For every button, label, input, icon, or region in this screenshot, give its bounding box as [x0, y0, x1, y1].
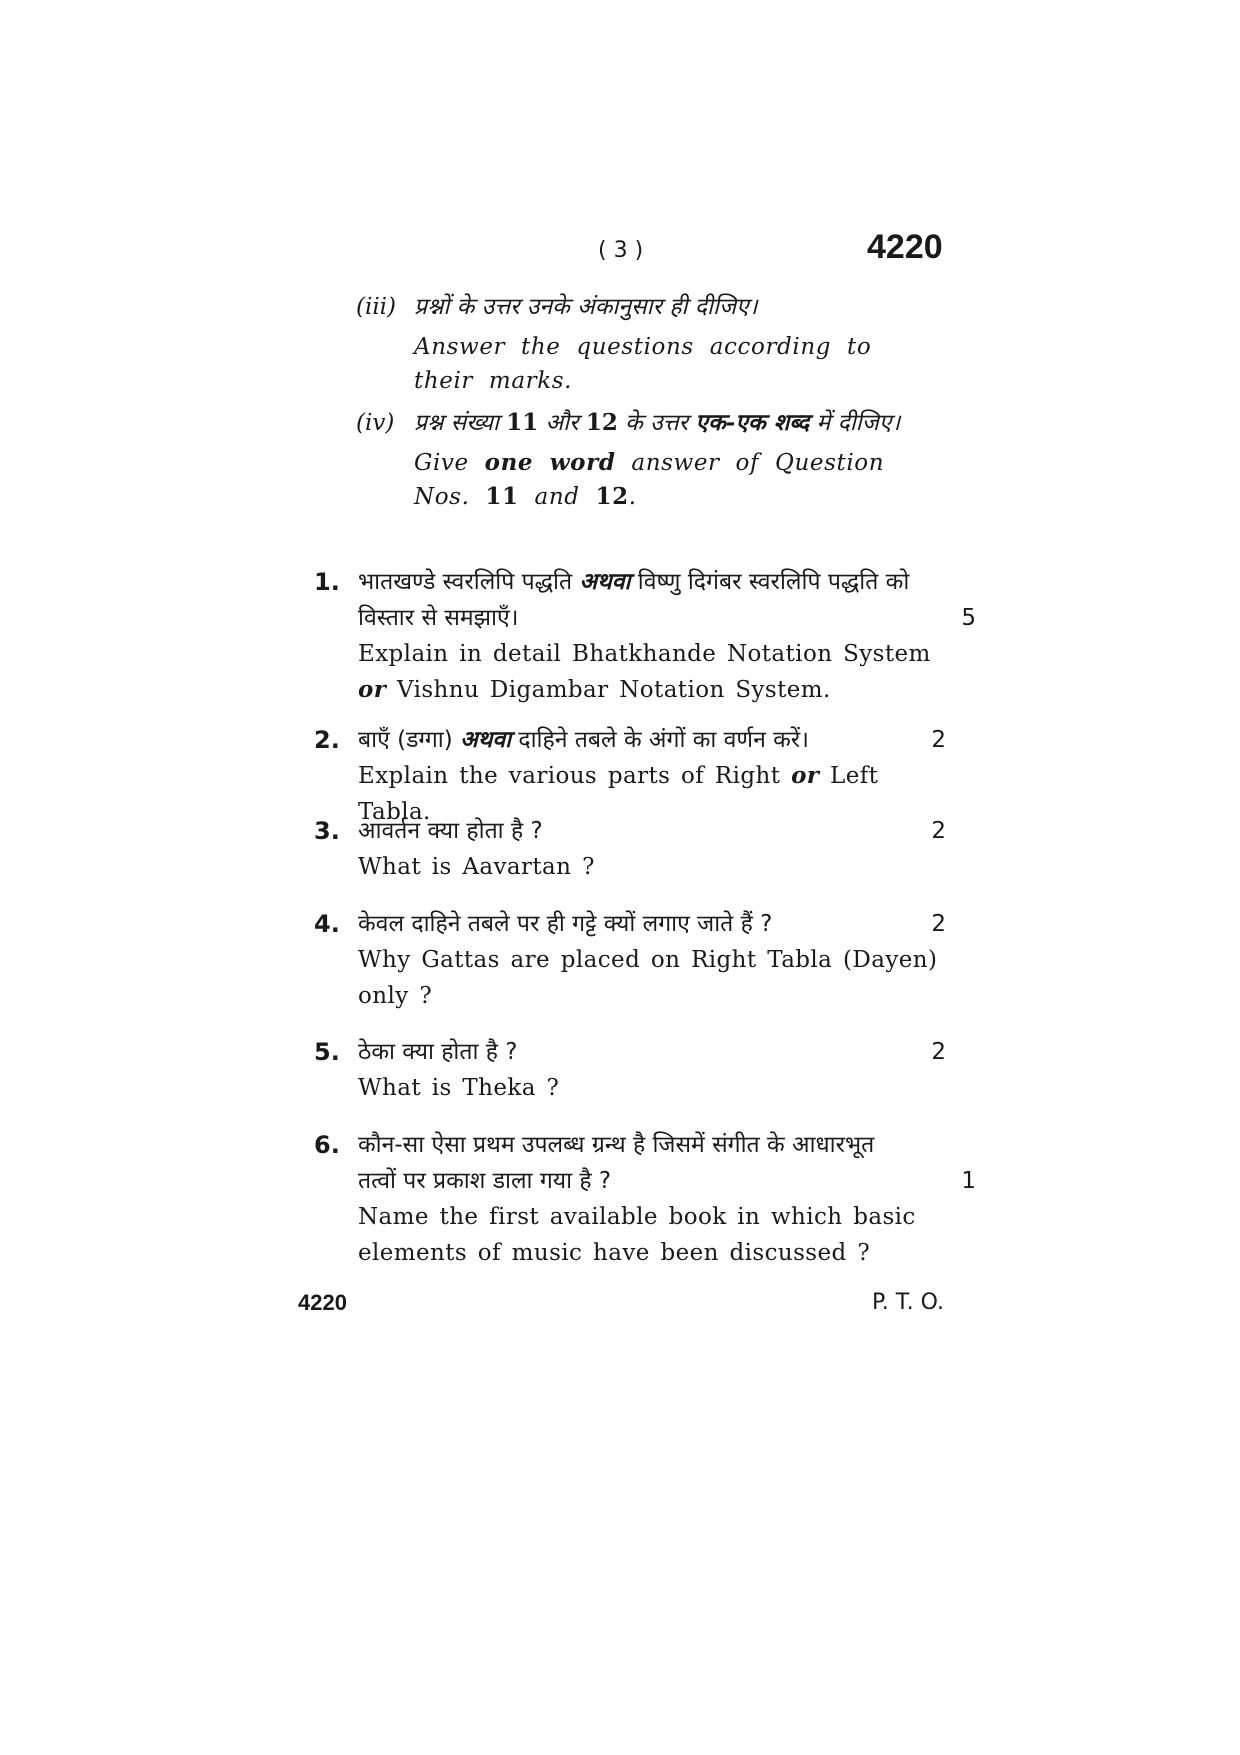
question-english: Name the first available book in which basic elements of music have been discussed ? [358, 1204, 916, 1266]
question-english: What is Theka ? [358, 1075, 560, 1101]
instruction-iii [356, 290, 946, 398]
question-marks: 2 [931, 911, 946, 937]
question-marks: 2 [931, 818, 946, 844]
question-hindi: भातखण्डे स्वरलिपि पद्धति अथवा विष्णु दिगंबर स्वरलिपि पद्धति को विस्तार से समझाएँ। 5 [358, 564, 946, 636]
question-english: Why Gattas are placed on Right Tabla (Dayen) only ? [358, 947, 938, 1009]
question-1 [314, 564, 976, 708]
instruction-iv [356, 406, 946, 514]
question-hindi: आवर्तन क्या होता है ? [358, 818, 543, 844]
instruction-number: (iii) [356, 294, 397, 320]
question-english: Explain the various parts of Right or Left Tabla. [358, 762, 879, 825]
question-number: 6. [314, 1131, 340, 1159]
paper-code-footer: 4220 [298, 1290, 347, 1315]
instruction-english: Give one word answer of Question Nos. 11 and 12. [414, 449, 885, 510]
question-hindi: बाएँ (डग्गा) अथवा दाहिने तबले के अंगों का वर्णन करें। [358, 727, 809, 753]
instruction-hindi: प्रश्न संख्या 11 और 12 के उत्तर एक-एक शब्द में दीजिए। [414, 409, 901, 436]
question-hindi: केवल दाहिने तबले पर ही गट्टे क्यों लगाए जाते हैं ? [358, 911, 773, 937]
paper-code-header: 4220 [867, 228, 943, 266]
instruction-english: Answer the questions according to their marks. [414, 334, 872, 394]
question-marks: 1 [961, 1168, 976, 1194]
instruction-number: (iv) [356, 410, 395, 436]
question-6 [314, 1127, 976, 1271]
question-marks: 2 [931, 1039, 946, 1065]
question-english: Explain in detail Bhatkhande Notation System or Vishnu Digambar Notation System. [358, 641, 931, 703]
question-number: 3. [314, 817, 340, 845]
question-number: 4. [314, 910, 340, 938]
page-number: ( 3 ) [598, 238, 644, 263]
question-marks: 2 [931, 727, 946, 753]
question-marks: 5 [961, 605, 976, 631]
question-number: 2. [314, 726, 340, 754]
question-number: 1. [314, 568, 340, 596]
question-hindi: ठेका क्या होता है ? [358, 1039, 518, 1065]
question-5 [314, 1034, 946, 1106]
question-hindi: कौन-सा ऐसा प्रथम उपलब्ध ग्रन्थ है जिसमें संगीत के आधारभूत तत्वों पर प्रकाश डाला गया है ? 1 [358, 1127, 946, 1199]
instruction-hindi: प्रश्नों के उत्तर उनके अंकानुसार ही दीजिए। [414, 294, 758, 320]
question-4 [314, 906, 946, 1014]
question-3 [314, 813, 946, 885]
question-number: 5. [314, 1038, 340, 1066]
pto-label: P. T. O. [871, 1290, 944, 1315]
question-english: What is Aavartan ? [358, 854, 595, 880]
